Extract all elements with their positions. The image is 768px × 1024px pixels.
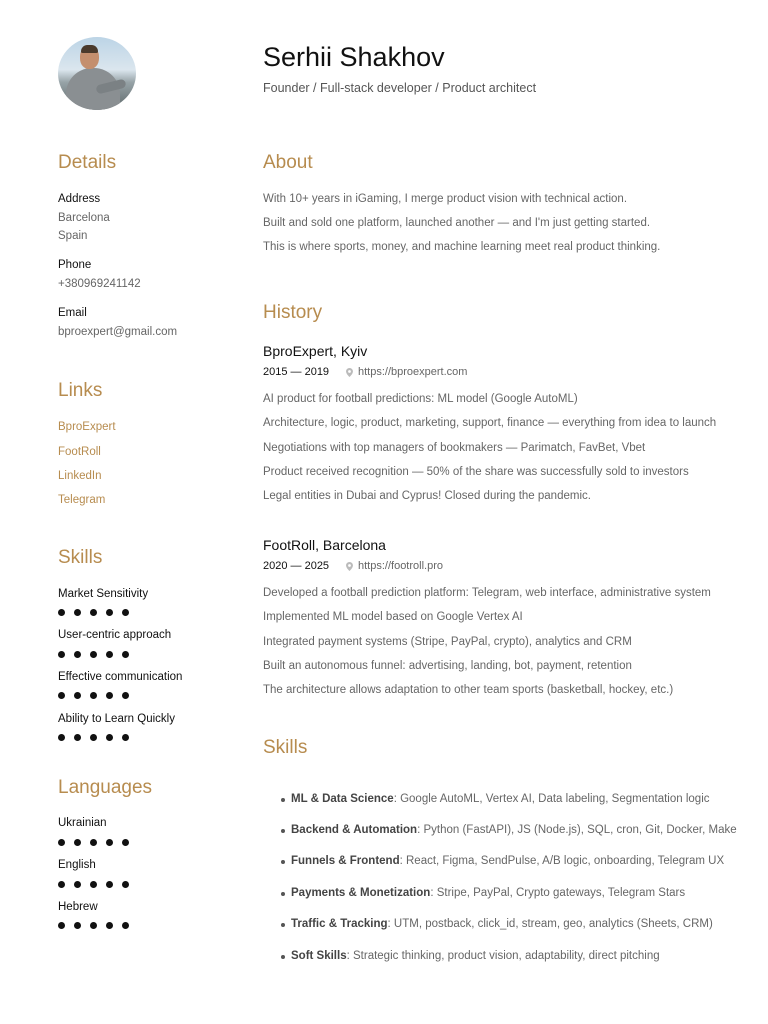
level-dot	[122, 692, 129, 699]
language-label: English	[58, 859, 96, 871]
location-pin-icon	[346, 368, 353, 377]
history-heading: History	[263, 302, 323, 323]
email-label: Email	[58, 307, 87, 319]
link-linkedin[interactable]: LinkedIn	[58, 470, 102, 482]
language-level-dots	[58, 881, 129, 888]
links-heading: Links	[58, 380, 103, 401]
skill-level-dots	[58, 609, 129, 616]
level-dot	[74, 881, 81, 888]
level-dot	[122, 651, 129, 658]
level-dot	[90, 734, 97, 741]
language-level-dots	[58, 839, 129, 846]
email-value: bproexpert@gmail.com	[58, 326, 178, 338]
phone-label: Phone	[58, 259, 92, 271]
skill-level-dots	[58, 651, 129, 658]
skill-level-dots	[58, 692, 129, 699]
level-dot	[90, 692, 97, 699]
level-dot	[106, 881, 113, 888]
about-heading: About	[263, 152, 313, 173]
skills-heading-left: Skills	[58, 547, 103, 568]
bullet-icon	[281, 860, 285, 864]
job-line: Built an autonomous funnel: advertising, landing, bot, payment, retention	[263, 660, 632, 672]
job-dates: 2015 — 2019	[263, 366, 330, 378]
bullet-icon	[281, 923, 285, 927]
job-line: Legal entities in Dubai and Cyprus! Closed during the pandemic.	[263, 490, 591, 502]
job-url[interactable]: https://bproexpert.com	[358, 366, 468, 378]
avatar	[58, 37, 136, 110]
skill-name: Funnels & Frontend	[291, 855, 400, 867]
level-dot	[58, 839, 65, 846]
about-line: This is where sports, money, and machine learning meet real product thinking.	[263, 241, 661, 253]
bullet-icon	[281, 892, 285, 896]
level-dot	[90, 922, 97, 929]
level-dot	[106, 651, 113, 658]
skill-name: Soft Skills	[291, 950, 347, 962]
bullet-icon	[281, 798, 285, 802]
level-dot	[106, 922, 113, 929]
job-dates: 2020 — 2025	[263, 560, 330, 572]
level-dot	[58, 609, 65, 616]
skill-name: Payments & Monetization	[291, 887, 431, 899]
language-label: Ukrainian	[58, 817, 107, 829]
level-dot	[74, 651, 81, 658]
about-line: With 10+ years in iGaming, I merge product vision with technical action.	[263, 193, 628, 205]
details-heading: Details	[58, 152, 117, 173]
language-level-dots	[58, 922, 129, 929]
job-line: Implemented ML model based on Google Vertex AI	[263, 611, 523, 623]
skill-label: User-centric approach	[58, 629, 172, 641]
level-dot	[58, 881, 65, 888]
skill-desc: : Google AutoML, Vertex AI, Data labeling, Segmentation logic	[393, 793, 710, 805]
level-dot	[90, 881, 97, 888]
level-dot	[58, 651, 65, 658]
skill-desc: : Strategic thinking, product vision, adaptability, direct pitching	[346, 950, 660, 962]
level-dot	[74, 734, 81, 741]
about-line: Built and sold one platform, launched another — and I'm just getting started.	[263, 217, 651, 229]
skill-label: Ability to Learn Quickly	[58, 713, 175, 725]
level-dot	[90, 651, 97, 658]
level-dot	[122, 734, 129, 741]
level-dot	[58, 692, 65, 699]
level-dot	[90, 839, 97, 846]
job-line: Developed a football prediction platform: Telegram, web interface, administrative system	[263, 587, 711, 599]
level-dot	[74, 692, 81, 699]
skill-desc: : Stripe, PayPal, Crypto gateways, Telegram Stars	[430, 887, 686, 899]
level-dot	[122, 839, 129, 846]
languages-heading: Languages	[58, 777, 153, 798]
job-line: Product received recognition — 50% of the share was successfully sold to investors	[263, 466, 689, 478]
address-country: Spain	[58, 230, 88, 242]
skill-label: Market Sensitivity	[58, 588, 149, 600]
level-dot	[106, 734, 113, 741]
job-url[interactable]: https://footroll.pro	[358, 560, 443, 572]
skill-name: ML & Data Science	[291, 793, 394, 805]
bullet-icon	[281, 829, 285, 833]
job-line: Negotiations with top managers of bookmakers — Parimatch, FavBet, Vbet	[263, 442, 646, 454]
page-title: Serhii Shakhov	[263, 42, 445, 72]
location-pin-icon	[346, 562, 353, 571]
skills-heading-right: Skills	[263, 737, 308, 758]
level-dot	[106, 692, 113, 699]
job-line: AI product for football predictions: ML model (Google AutoML)	[263, 393, 578, 405]
skill-desc: : React, Figma, SendPulse, A/B logic, onboarding, Telegram UX	[399, 855, 725, 867]
level-dot	[122, 922, 129, 929]
job-line: Architecture, logic, product, marketing, support, finance — everything from idea to launch	[263, 417, 717, 429]
address-city: Barcelona	[58, 212, 110, 224]
skill-name: Backend & Automation	[291, 824, 418, 836]
skill-name: Traffic & Tracking	[291, 918, 388, 930]
address-label: Address	[58, 193, 101, 205]
page-subtitle: Founder / Full-stack developer / Product architect	[263, 81, 537, 95]
skill-desc: : UTM, postback, click_id, stream, geo, analytics (Sheets, CRM)	[387, 918, 713, 930]
bullet-icon	[281, 955, 285, 959]
level-dot	[106, 839, 113, 846]
level-dot	[122, 609, 129, 616]
job-title: BproExpert, Kyiv	[263, 343, 368, 359]
job-line: The architecture allows adaptation to other team sports (basketball, hockey, etc.)	[263, 684, 674, 696]
avatar-hair	[81, 45, 98, 53]
level-dot	[58, 922, 65, 929]
level-dot	[58, 734, 65, 741]
link-bproexpert[interactable]: BproExpert	[58, 421, 116, 433]
job-line: Integrated payment systems (Stripe, PayPal, crypto), analytics and CRM	[263, 636, 632, 648]
level-dot	[74, 609, 81, 616]
language-label: Hebrew	[58, 901, 98, 913]
level-dot	[122, 881, 129, 888]
phone-value: +380969241142	[58, 278, 141, 290]
level-dot	[74, 922, 81, 929]
skill-label: Effective communication	[58, 671, 183, 683]
level-dot	[74, 839, 81, 846]
job-title: FootRoll, Barcelona	[263, 537, 386, 553]
skill-desc: : Python (FastAPI), JS (Node.js), SQL, cron, Git, Docker, Make	[417, 824, 737, 836]
level-dot	[106, 609, 113, 616]
level-dot	[90, 609, 97, 616]
link-telegram[interactable]: Telegram	[58, 494, 106, 506]
skill-level-dots	[58, 734, 129, 741]
link-footroll[interactable]: FootRoll	[58, 446, 101, 458]
